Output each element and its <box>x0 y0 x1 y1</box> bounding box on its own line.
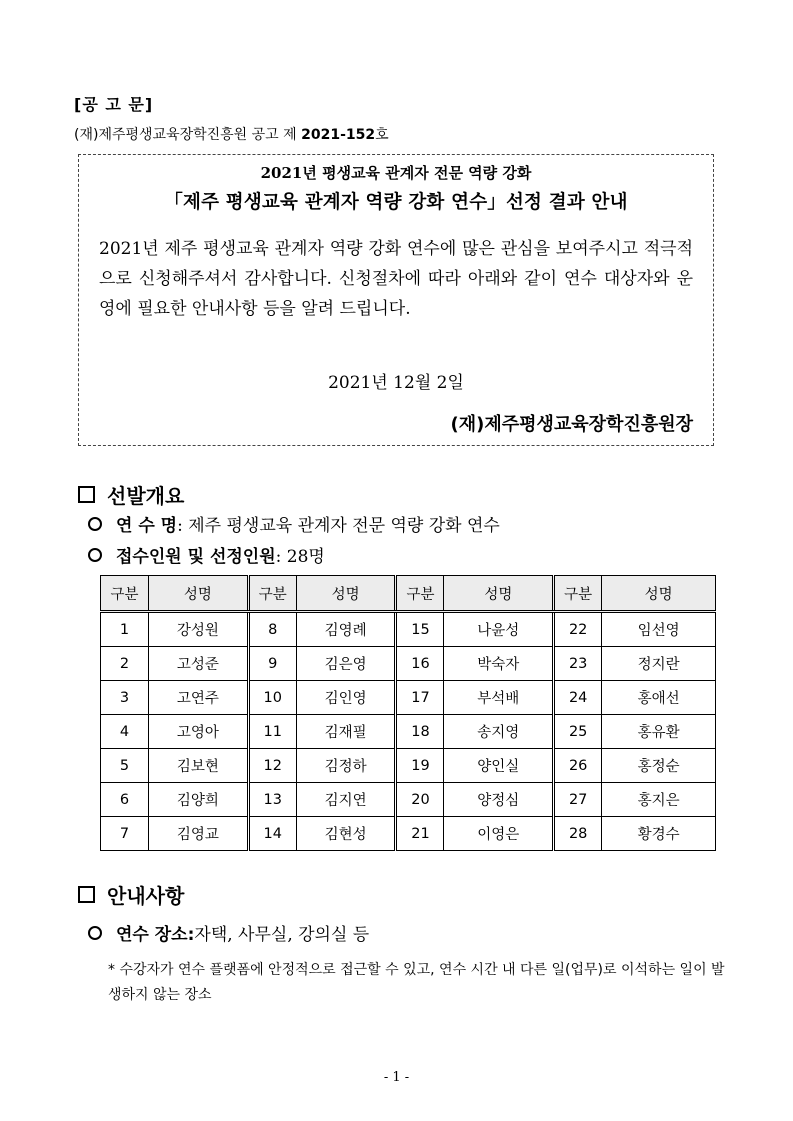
table-cell: 21 <box>396 817 444 851</box>
table-cell: 28 <box>554 817 602 851</box>
table-cell: 정지란 <box>602 647 716 681</box>
bullet-venue <box>88 920 369 945</box>
notice-number-line <box>74 124 389 144</box>
table-cell: 홍정순 <box>602 749 716 783</box>
table-cell: 8 <box>248 612 296 647</box>
table-row <box>101 681 716 715</box>
table-cell: 양정심 <box>444 783 554 817</box>
table-cell: 김정하 <box>296 749 396 783</box>
column-header: 성명 <box>296 576 396 612</box>
bullet-applicants <box>88 542 325 567</box>
notice-prefix: (재)제주평생교육장학진흥원 공고 제 <box>74 127 302 143</box>
table-cell: 11 <box>248 715 296 749</box>
notice-subtitle: 2021년 평생교육 관계자 전문 역량 강화 <box>260 164 532 182</box>
bullet-key: 연 수 명 <box>116 516 178 536</box>
table-cell: 22 <box>554 612 602 647</box>
column-header: 구분 <box>554 576 602 612</box>
table-cell: 4 <box>101 715 149 749</box>
table-cell: 12 <box>248 749 296 783</box>
table-cell: 고연주 <box>148 681 248 715</box>
bullet-value: : 제주 평생교육 관계자 전문 역량 강화 연수 <box>177 516 500 536</box>
circle-bullet-icon <box>88 548 102 562</box>
table-cell: 23 <box>554 647 602 681</box>
table-row <box>101 647 716 681</box>
table-cell: 5 <box>101 749 149 783</box>
bullet-key: 연수 장소: <box>116 925 195 945</box>
table-cell: 김재필 <box>296 715 396 749</box>
notice-label: [공 고 문] <box>74 95 154 114</box>
table-cell: 20 <box>396 783 444 817</box>
table-cell: 26 <box>554 749 602 783</box>
table-cell: 임선영 <box>602 612 716 647</box>
bullet-value: : 28명 <box>275 547 325 567</box>
bullet-value: 자택, 사무실, 강의실 등 <box>194 925 370 945</box>
table-cell: 김영례 <box>296 612 396 647</box>
table-header-row <box>101 576 716 612</box>
table-row <box>101 612 716 647</box>
table-cell: 김양희 <box>148 783 248 817</box>
notice-signer: (재)제주평생교육장학진흥원장 <box>450 414 693 435</box>
notice-date: 2021년 12월 2일 <box>328 373 464 393</box>
section-heading: 안내사항 <box>107 884 185 908</box>
table-cell: 16 <box>396 647 444 681</box>
notice-suffix: 호 <box>375 127 389 143</box>
circle-bullet-icon <box>88 926 102 940</box>
column-header: 성명 <box>148 576 248 612</box>
table-cell: 6 <box>101 783 149 817</box>
table-cell: 10 <box>248 681 296 715</box>
table-cell: 15 <box>396 612 444 647</box>
table-cell: 이영은 <box>444 817 554 851</box>
table-cell: 김은영 <box>296 647 396 681</box>
table-cell: 1 <box>101 612 149 647</box>
notice-body: 2021년 제주 평생교육 관계자 역량 강화 연수에 많은 관심을 보여주시고 적극적으로 신청해주셔서 감사합니다. 신청절차에 따라 아래와 같이 연수 대상자와 운영에 필요한 안내사항 등을 알려 드립니다. <box>99 239 693 319</box>
table-cell: 송지영 <box>444 715 554 749</box>
section-selection-overview <box>78 480 184 509</box>
table-cell: 24 <box>554 681 602 715</box>
page-number: - 1 - <box>383 1070 410 1085</box>
selection-roster-table <box>100 575 716 851</box>
bullet-key: 접수인원 및 선정인원 <box>116 547 276 567</box>
table-cell: 황경수 <box>602 817 716 851</box>
table-cell: 김영교 <box>148 817 248 851</box>
table-cell: 14 <box>248 817 296 851</box>
table-cell: 나윤성 <box>444 612 554 647</box>
bullet-course-name <box>88 511 500 536</box>
table-cell: 17 <box>396 681 444 715</box>
table-cell: 강성원 <box>148 612 248 647</box>
table-cell: 고영아 <box>148 715 248 749</box>
table-cell: 부석배 <box>444 681 554 715</box>
table-cell: 양인실 <box>444 749 554 783</box>
table-cell: 3 <box>101 681 149 715</box>
notice-title: 「제주 평생교육 관계자 역량 강화 연수」선정 결과 안내 <box>164 192 628 213</box>
table-row <box>101 783 716 817</box>
table-row <box>101 817 716 851</box>
checkbox-square-icon <box>78 486 95 503</box>
table-row <box>101 715 716 749</box>
checkbox-square-icon <box>78 886 95 903</box>
table-cell: 2 <box>101 647 149 681</box>
table-cell: 9 <box>248 647 296 681</box>
section-heading: 선발개요 <box>107 484 185 508</box>
notice-number: 2021-152 <box>301 127 376 143</box>
table-cell: 19 <box>396 749 444 783</box>
table-cell: 7 <box>101 817 149 851</box>
column-header: 구분 <box>396 576 444 612</box>
table-cell: 김지연 <box>296 783 396 817</box>
table-cell: 27 <box>554 783 602 817</box>
table-cell: 13 <box>248 783 296 817</box>
table-cell: 김보현 <box>148 749 248 783</box>
table-cell: 고성준 <box>148 647 248 681</box>
table-cell: 25 <box>554 715 602 749</box>
table-cell: 김현성 <box>296 817 396 851</box>
table-cell: 홍애선 <box>602 681 716 715</box>
table-cell: 홍지은 <box>602 783 716 817</box>
table-cell: 홍유환 <box>602 715 716 749</box>
column-header: 성명 <box>444 576 554 612</box>
table-cell: 김인영 <box>296 681 396 715</box>
table-cell: 박숙자 <box>444 647 554 681</box>
column-header: 구분 <box>101 576 149 612</box>
column-header: 구분 <box>248 576 296 612</box>
venue-note: * 수강자가 연수 플랫폼에 안정적으로 접근할 수 있고, 연수 시간 내 다른 일(업무)로 이석하는 일이 발생하지 않는 장소 <box>108 962 725 1003</box>
table-row <box>101 749 716 783</box>
section-guidance <box>78 880 184 909</box>
column-header: 성명 <box>602 576 716 612</box>
table-cell: 18 <box>396 715 444 749</box>
circle-bullet-icon <box>88 517 102 531</box>
